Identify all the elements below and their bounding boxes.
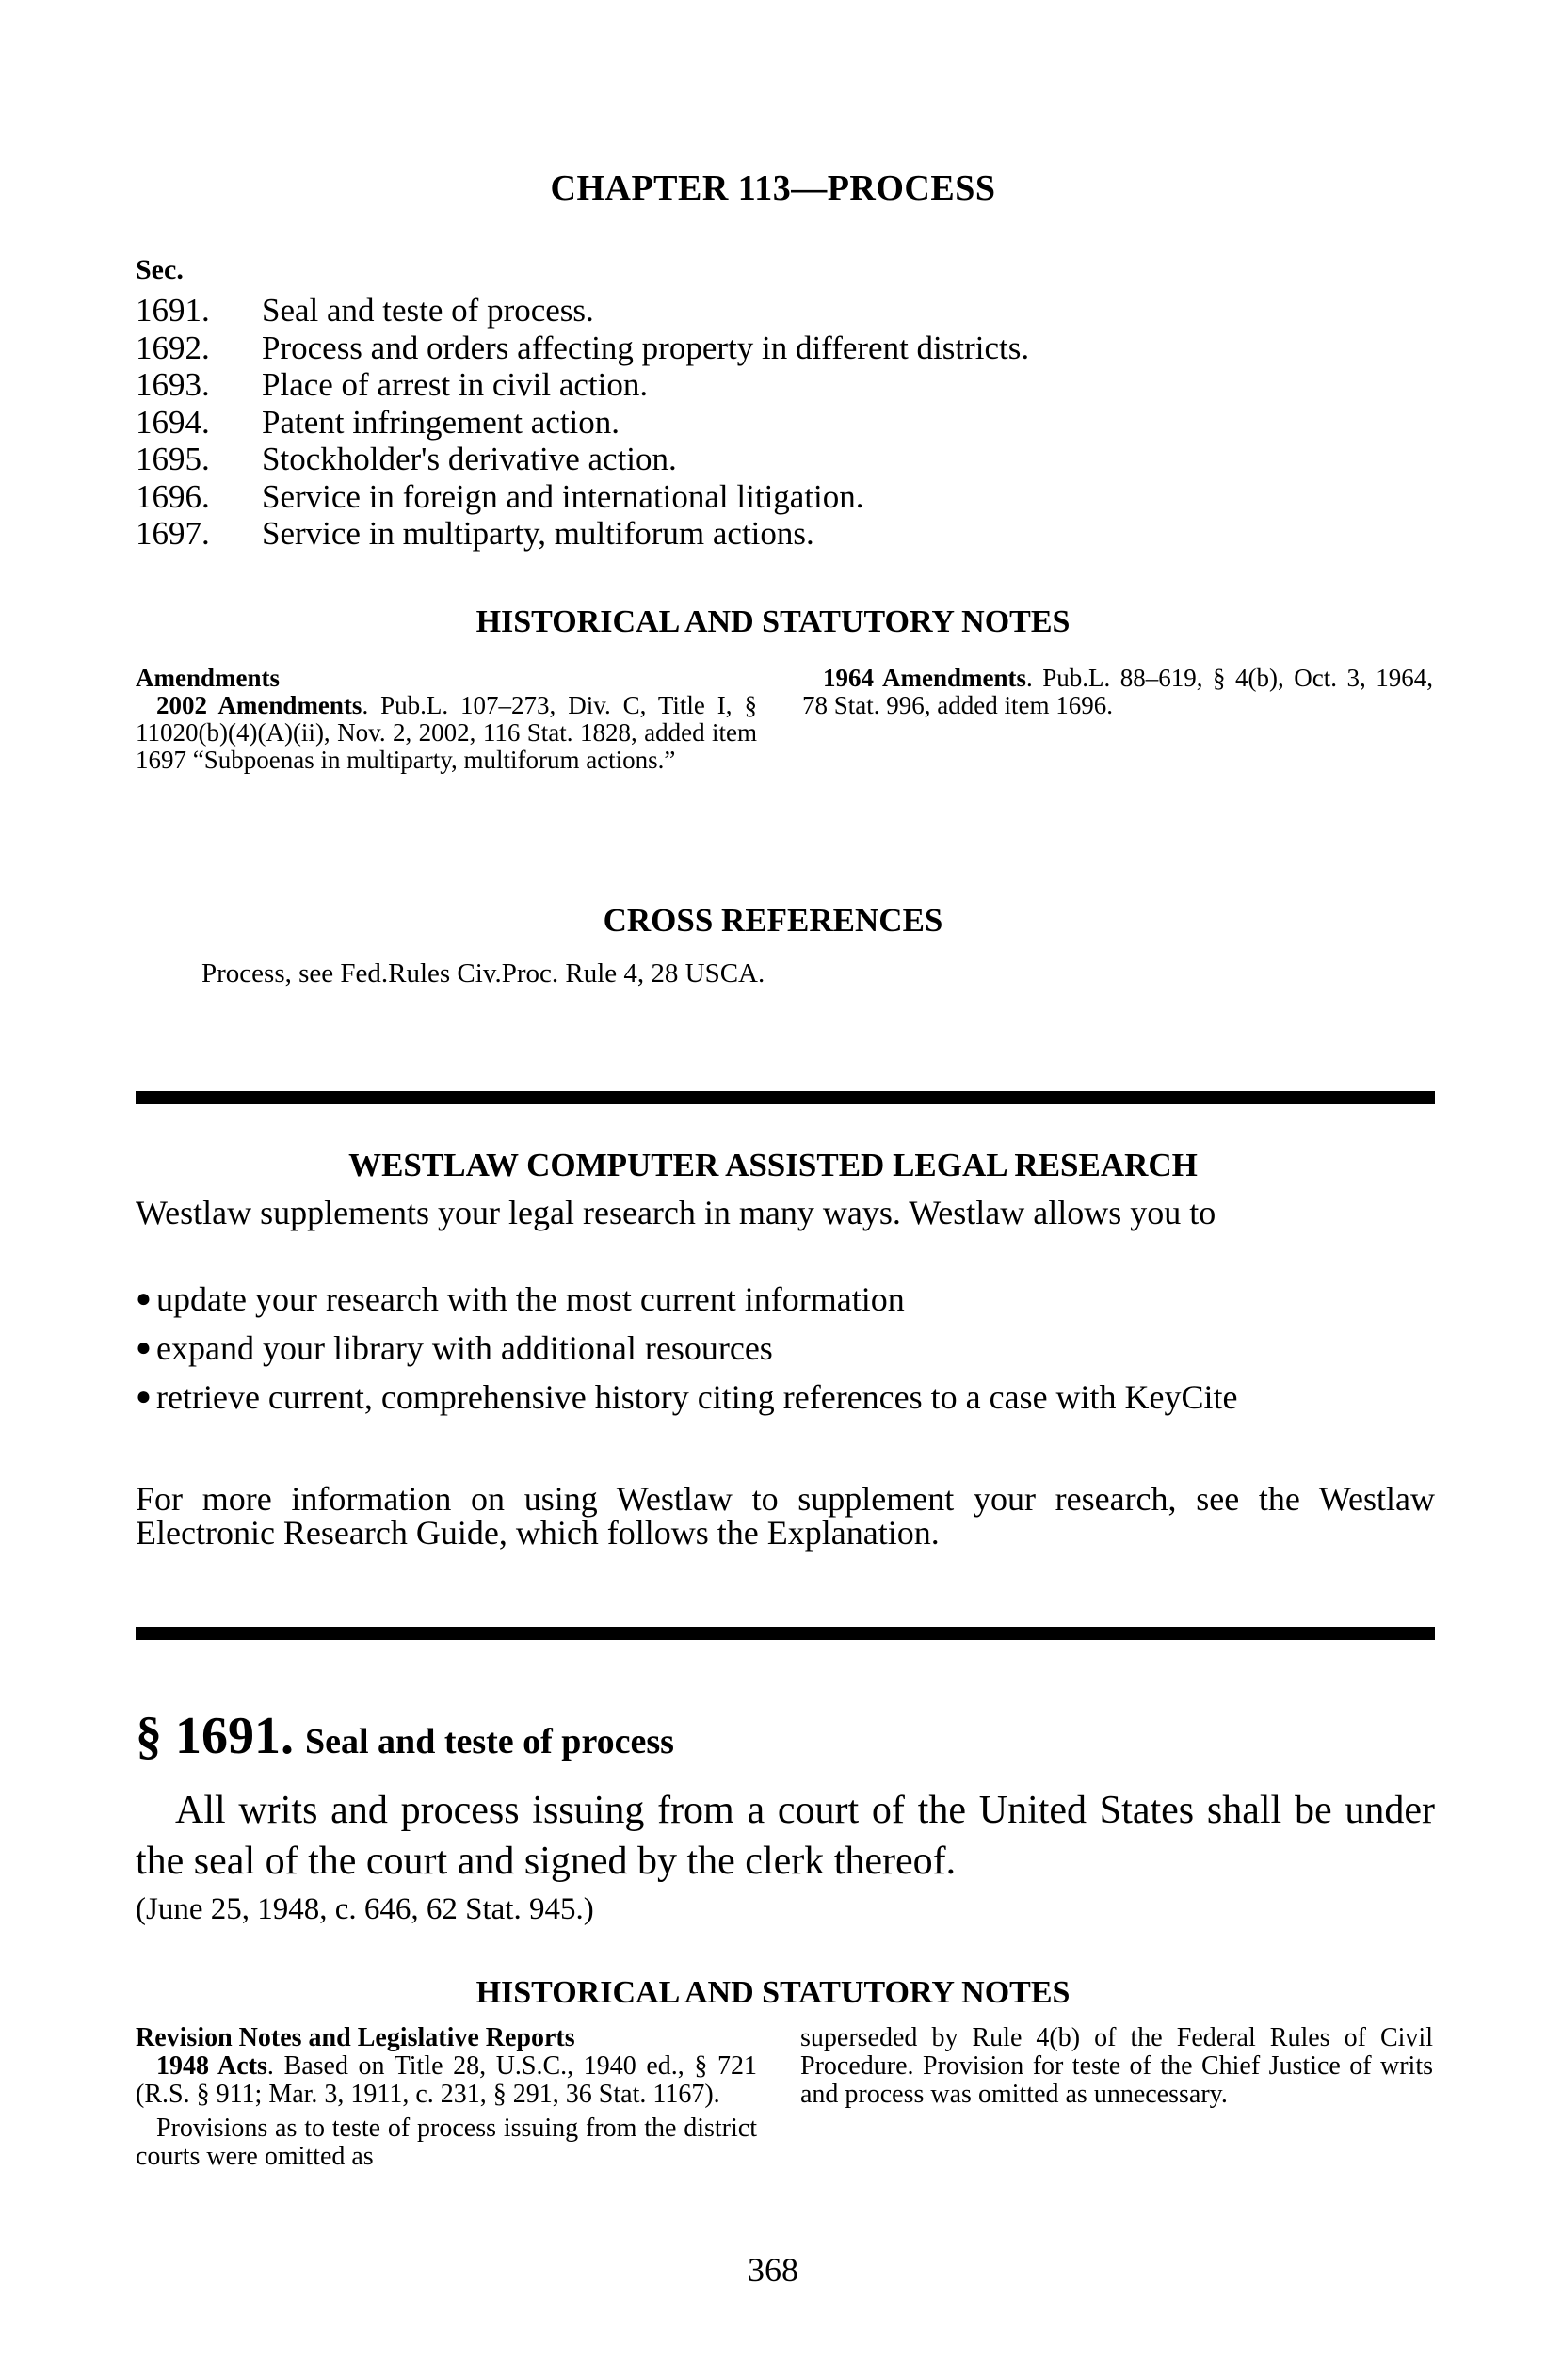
section-notes-right-column [800, 2024, 1433, 2109]
statute-text: All writs and process issuing from a court of the United States shall be under the seal of the court and signed by the clerk thereof. [136, 1789, 1435, 1883]
amendments-subheading: Amendments [136, 664, 280, 692]
toc-title: Place of arrest in civil action. [262, 366, 649, 403]
toc-title: Seal and teste of process. [262, 292, 594, 329]
page-number: 368 [748, 2251, 798, 2289]
toc-item [136, 478, 1029, 516]
provisions-note-continued: superseded by Rule 4(b) of the Federal Rules of Civil Procedure. Provision for teste of the Chief Justice of writs and process was omitted as unnecessary. [800, 2023, 1433, 2109]
historical-notes-heading: HISTORICAL AND STATUTORY NOTES [475, 604, 1071, 639]
bullet-item: ● expand your library with additional resources [136, 1329, 773, 1367]
provisions-note: Provisions as to teste of process issuing from the district courts were omitted as [136, 2114, 757, 2171]
notes-left-column [136, 665, 757, 774]
section-number: § 1691. [136, 1707, 294, 1765]
westlaw-intro: Westlaw supplements your legal research in many ways. Westlaw allows you to [136, 1194, 1216, 1231]
westlaw-footer: For more information on using Westlaw to supplement your research, see the Westlaw Electronic Research Guide, which follows the Explanation. [136, 1480, 1435, 1552]
bullet-item: ● retrieve current, comprehensive history citing references to a case with KeyCite [136, 1378, 1238, 1416]
section-title: Seal and teste of process [305, 1722, 674, 1761]
section-notes-left-column [136, 2024, 757, 2171]
toc-title: Stockholder's derivative action. [262, 441, 677, 477]
toc-number: 1697. [136, 515, 210, 552]
toc-item [136, 404, 1029, 442]
revision-notes-subheading: Revision Notes and Legislative Reports [136, 2023, 575, 2052]
section-heading [136, 1706, 674, 1766]
notes-right-column [802, 665, 1433, 719]
toc-item [136, 292, 1029, 330]
section-divider-bottom [136, 1627, 1435, 1640]
westlaw-bullet-list [136, 1282, 1435, 1429]
amendment-1964-text: . Pub.L. 88–619, § 4(b), Oct. 3, 1964, 78 Stat. 996, added item 1696. [802, 664, 1433, 719]
westlaw-heading: WESTLAW COMPUTER ASSISTED LEGAL RESEARCH [348, 1147, 1198, 1183]
toc-number: 1693. [136, 366, 210, 403]
acts-1948-text: . Based on Title 28, U.S.C., 1940 ed., § 721 (R.S. § 911; Mar. 3, 1911, c. 231, § 291, 36 Stat. 1167). [136, 2051, 757, 2109]
toc-number: 1695. [136, 441, 210, 477]
acts-1948-lead: 1948 Acts [156, 2051, 267, 2081]
toc-title: Service in foreign and international litigation. [262, 477, 864, 515]
toc-number: 1696. [136, 477, 210, 515]
toc-item [136, 515, 1029, 553]
acts-1948-note [136, 2052, 757, 2109]
cross-references-heading: CROSS REFERENCES [603, 902, 943, 939]
section-table-of-contents [136, 292, 1029, 553]
amendment-2002-lead: 2002 Amendments [156, 691, 362, 719]
amendment-2002 [136, 692, 757, 774]
toc-title: Process and orders affecting property in different districts. [262, 329, 1030, 366]
toc-item [136, 330, 1029, 367]
cross-reference-text: Process, see Fed.Rules Civ.Proc. Rule 4, 28 USCA. [201, 958, 765, 989]
section-notes-heading: HISTORICAL AND STATUTORY NOTES [475, 1975, 1071, 2010]
toc-number: 1694. [136, 403, 210, 441]
sections-label: Sec. [136, 254, 184, 285]
amendment-1964 [802, 665, 1433, 719]
amendment-2002-text: . Pub.L. 107–273, Div. C, Title I, § 11020(b)(4)(A)(ii), Nov. 2, 2002, 116 Stat. 1828, added item 1697 “Subpoenas in multiparty, multiforum actions.” [136, 691, 757, 774]
section-divider-top [136, 1091, 1435, 1104]
toc-title: Patent infringement action. [262, 403, 620, 441]
bullet-icon: ● [136, 1382, 152, 1411]
toc-item [136, 366, 1029, 404]
toc-title: Service in multiparty, multiforum actions. [262, 515, 814, 552]
chapter-title: CHAPTER 113—PROCESS [550, 169, 996, 208]
statute-credit: (June 25, 1948, c. 646, 62 Stat. 945.) [136, 1892, 594, 1926]
toc-number: 1691. [136, 292, 210, 329]
toc-number: 1692. [136, 329, 210, 366]
amendment-1964-lead: 1964 Amendments [823, 664, 1027, 692]
bullet-icon: ● [136, 1284, 152, 1313]
toc-item [136, 441, 1029, 478]
bullet-icon: ● [136, 1333, 152, 1362]
bullet-item: ● update your research with the most current information [136, 1280, 905, 1318]
